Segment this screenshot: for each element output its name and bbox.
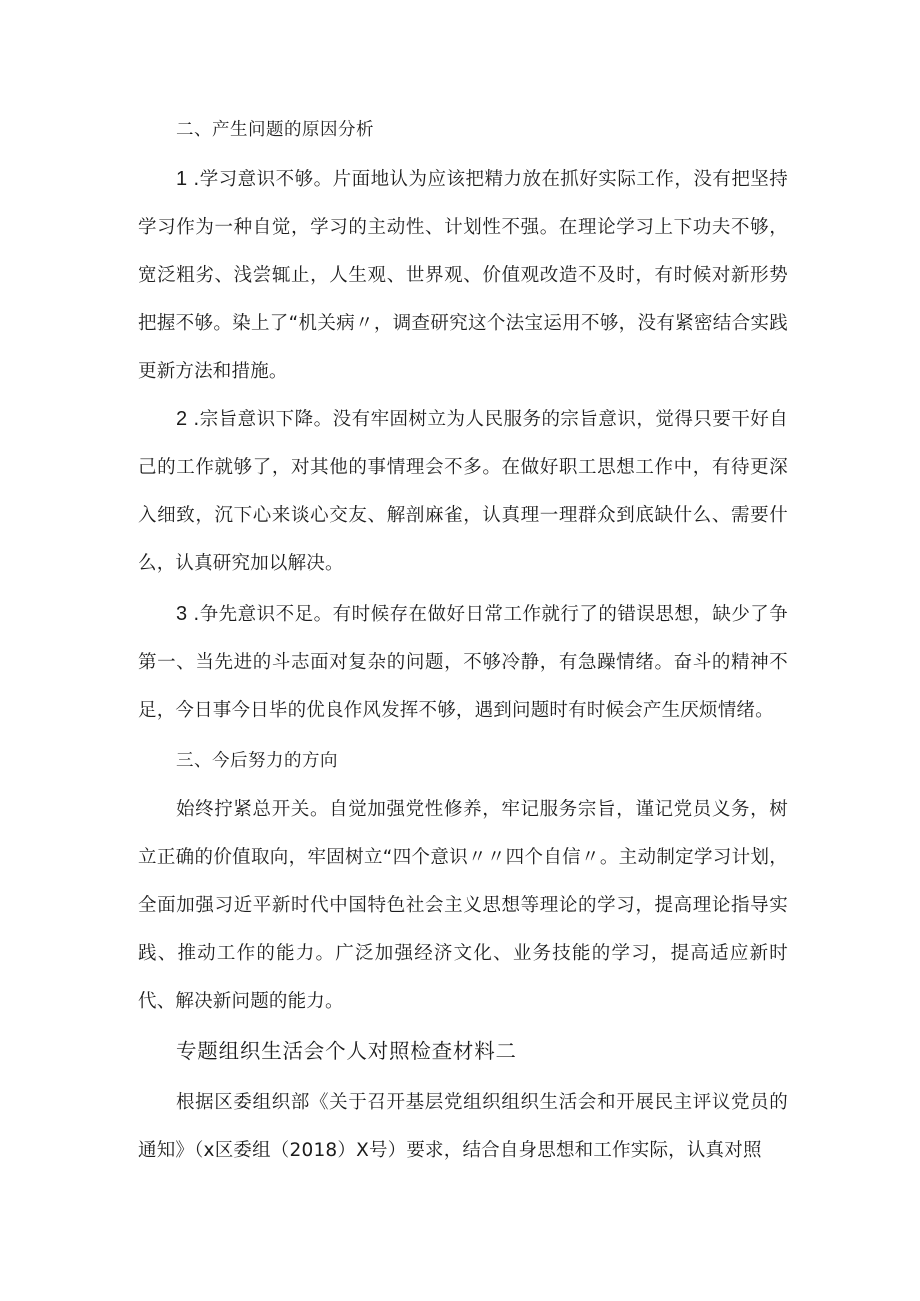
item-2-text: .宗旨意识下降。没有牢固树立为人民服务的宗旨意识，觉得只要干好自己的工作就够了，对其他的事情理会不多。在做好职工思想工作中，有待更深入细致，沉下心来谈心交友、解剖麻雀，认真理一理群众到底缺什么、需要什么，认真研究加以解决。 (138, 409, 788, 574)
document-2-title (138, 1027, 788, 1075)
item-2-number: 2 (176, 408, 188, 430)
item-1-text: .学习意识不够。片面地认为应该把精力放在抓好实际工作，没有把坚持学习作为一种自觉，学习的主动性、计划性不强。在理论学习上下功夫不够，宽泛粗劣、浅尝辄止，人生观、世界观、价值观改造不及时，有时候对新形势把握不够。染上了“机关病〃，调查研究这个法宝运用不够，没有紧密结合实践更新方法和措施。 (138, 169, 788, 382)
paragraph-item-2 (138, 395, 788, 588)
section-heading-direction (138, 737, 788, 785)
section-heading-direction-text: 三、今后努力的方向 (176, 751, 338, 771)
item-3-number: 3 (176, 603, 188, 625)
item-1-number: 1 (176, 168, 188, 190)
section-heading-causes-text: 二、产生问题的原因分析 (176, 120, 374, 140)
paragraph-direction: 始终拧紧总开关。自觉加强党性修养，牢记服务宗旨，谨记党员义务，树立正确的价值取向，牢固树立“四个意识〃〃四个自信〃。主动制定学习计划，全面加强习近平新时代中国特色社会主义思想等理论的学习，提高理论指导实践、推动工作的能力。广泛加强经济文化、业务技能的学习，提高适应新时代、解决新问题的能力。 (138, 799, 788, 1012)
paragraph-item-1 (138, 155, 788, 396)
paragraph-item-3 (138, 590, 788, 735)
section-heading-causes (138, 106, 788, 154)
item-3-text: .争先意识不足。有时候存在做好日常工作就行了的错误思想，缺少了争第一、当先进的斗志面对复杂的问题，不够冷静，有急躁情绪。奋斗的精神不足，今日事今日毕的优良作风发挥不够，遇到问题时有时候会产生厌烦情绪。 (138, 604, 788, 721)
paragraph-doc2-intro: 根据区委组织部《关于召开基层党组织组织生活会和开展民主评议党员的通知》（x区委组（2018）X号）要求，结合自身思想和工作实际，认真对照 (138, 1092, 788, 1161)
document-2-title-text: 专题组织生活会个人对照检查材料二 (176, 1039, 517, 1063)
